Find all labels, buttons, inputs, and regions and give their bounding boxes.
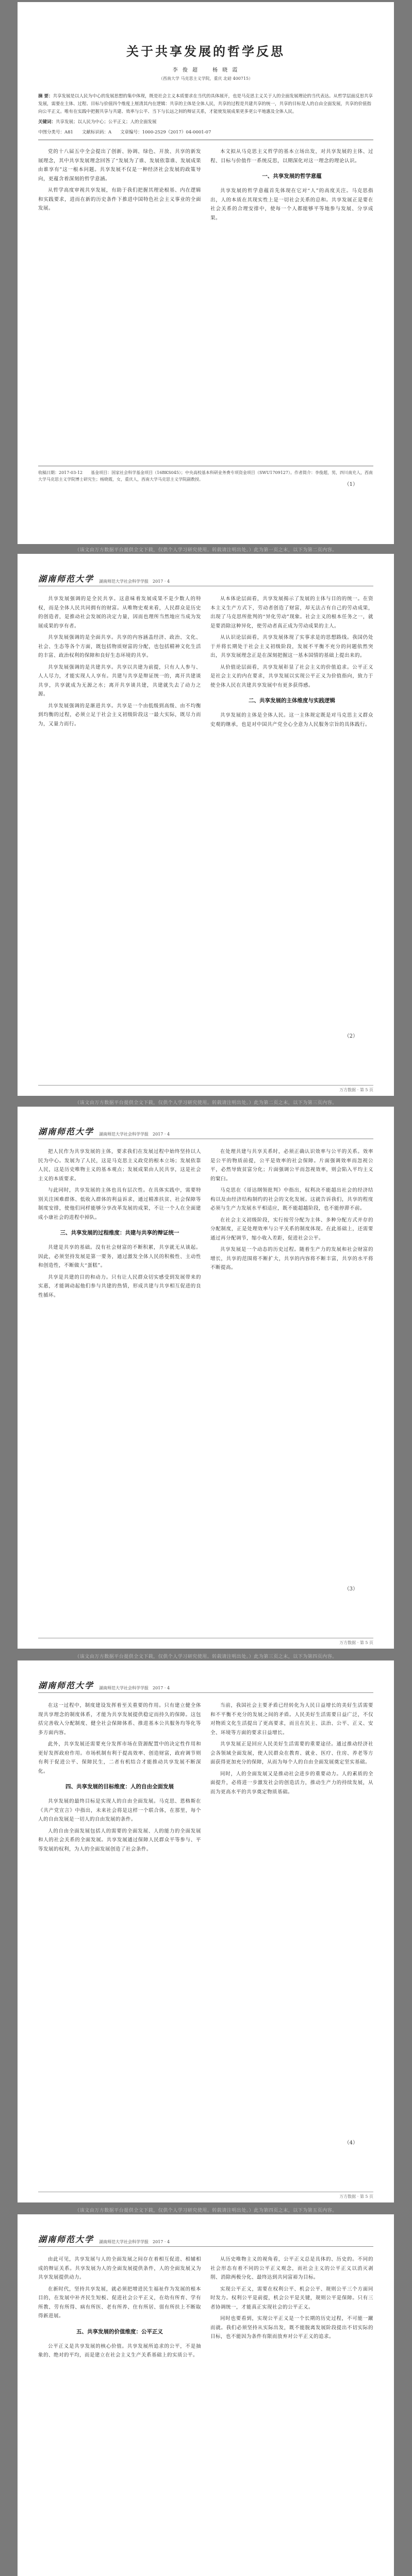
paragraph: 共享发展强调的是全民共享。这意味着发展成果不是少数人的特权，而是全体人民共同拥有的财富。从唯物史观来看，人民群众是历史的创造者，是推动社会发展的决定力量，因而也理所当然地应当成为发展成果的享有者。 (38, 596, 201, 629)
page-1 (18, 2, 394, 544)
paragraph: 共享发展强调的是渐进共享。共享是一个由低级到高级、由不均衡到均衡的过程，必须立足于社会主义初级阶段这一最大实际，既尽力而为，又量力而行。 (38, 703, 201, 727)
column-left (38, 595, 201, 732)
page-4 (18, 1660, 394, 2202)
paragraph: 本文拟从马克思主义哲学的基本立场出发，对共享发展的主体、过程、目标与价值作一系统反思，以期深化对这一理念的理论认识。 (210, 149, 373, 164)
abstract-label: 摘 要： (38, 94, 53, 99)
column-left (38, 2255, 201, 2363)
page-3 (18, 1107, 394, 1649)
article-affiliation: （西南大学 马克思主义学院，重庆 北碚 400715） (158, 76, 253, 81)
paragraph: 党的十八届五中全会提出了创新、协调、绿色、开放、共享的新发展理念，其中共享发展理念回答了“发展为了谁、发展依靠谁、发展成果由谁享有”这一根本问题。共享发展不仅是一种经济社会发展的政策导向，更蕴含着深刻的哲学意涵。 (38, 149, 201, 182)
body-columns (38, 147, 373, 225)
paragraph: 在处理共建与共享关系时，必须正确认识效率与公平的关系。效率是公平的物质前提，公平是效率的社会保障。片面强调效率而忽视公平，必然导致贫富分化；片面强调公平而忽视效率，则会陷入平均主义的窠臼。 (210, 1149, 373, 1182)
page-number: （2） (344, 1033, 358, 1039)
paragraph: 在新时代，坚持共享发展，就必须把增进民生福祉作为发展的根本目的，在发展中补齐民生短板、促进社会公平正义，在幼有所育、学有所教、劳有所得、病有所医、老有所养、住有所居、弱有所扶上不断取得新进展。 (38, 2286, 201, 2319)
keywords (38, 118, 373, 126)
page-separator: （该文由万方数据平台提供全文下载，仅供个人学习研究使用。转载请注明出处。）此为第三页之末，以下为第四页内容。 (75, 1654, 337, 1659)
paragraph: 此外，共享发展还需要充分发挥市场在资源配置中的决定性作用和更好发挥政府作用。市场机制有利于提高效率、创造财富，政府调节则有利于促进公平、保障民生，二者有机结合才能推动共享发展不断深化。 (38, 1741, 201, 1774)
paragraph: 在这一过程中，制度建设发挥着至关重要的作用。只有建立健全体现共享理念的制度体系，才能为共享发展提供稳定而持久的保障。这包括完善收入分配制度、健全社会保障体系、推进基本公共服务均等化等多方面内容。 (38, 1703, 201, 1736)
page-number: （3） (344, 1586, 358, 1592)
journal-issue-line: 湖南师范大学社会科学学报 2017 · 4 (99, 579, 170, 584)
paragraph: 马克思在《哥达纲领批判》中指出，权利决不能超出社会的经济结构以及由经济结构制约的社会的文化发展。这就告诉我们，共享的程度必须与生产力发展水平相适应，既不能超越阶段，也不能停滞不前。 (210, 1188, 373, 1211)
page-3-content (38, 1125, 373, 1634)
paragraph: 从历史唯物主义的视角看，公平正义总是具体的、历史的。不同的社会形态有着不同的公平正义观念，而社会主义的公平正义以消灭剥削、消除两极分化、最终达到共同富裕为目标。 (210, 2257, 373, 2280)
page-number: （4） (344, 2140, 358, 2146)
running-header (38, 1125, 373, 1139)
column-right (210, 147, 373, 225)
paragraph: 公平正义是共享发展的核心价值。共享发展所追求的公平，不是抽象的、绝对的平均，而是建立在社会主义生产关系基础上的实质公平。 (38, 2343, 201, 2358)
section-heading: 一、共享发展的哲学意蕴 (262, 173, 322, 179)
column-right (210, 595, 373, 732)
paragraph: 当前，我国社会主要矛盾已经转化为人民日益增长的美好生活需要和不平衡不充分的发展之间的矛盾。人民美好生活需要日益广泛，不仅对物质文化生活提出了更高要求，而且在民主、法治、公平、正义、安全、环境等方面的要求日益增长。 (210, 1703, 373, 1736)
section-heading: 二、共享发展的主体维度与实践逻辑 (249, 698, 335, 704)
body-columns (38, 2255, 373, 2363)
classification-line: 中图分类号：A81 文献标识码：A 文章编号：1000-2529（2017）04-0001-07 (38, 130, 211, 135)
page-4-content (38, 1679, 373, 2188)
section-heading: 四、共享发展的目标维度：人的自由全面发展 (65, 1784, 174, 1790)
running-header (38, 572, 373, 586)
column-right (210, 1701, 373, 1856)
running-header (38, 1679, 373, 1693)
column-right (210, 2255, 373, 2363)
section-heading: 三、共享发展的过程维度：共建与共享的辩证统一 (60, 1230, 179, 1236)
journal-masthead: 湖南师范大学 (38, 1681, 94, 1690)
paragraph: 把人民作为共享发展的主体，要求我们在发展过程中始终坚持以人民为中心。发展为了人民，这是马克思主义政党的根本立场；发展依靠人民，这是历史唯物主义的基本观点；发展成果由人民共享，这是社会主义的本质要求。 (38, 1149, 201, 1182)
footer-source: 万方数据 · 第 5 页 (339, 1640, 373, 1645)
journal-masthead: 湖南师范大学 (38, 574, 94, 584)
footer-divider (38, 1085, 373, 1086)
column-right (210, 1147, 373, 1302)
body-columns (38, 1147, 373, 1302)
paragraph: 从本体论层面看，共享发展揭示了发展的主体与目的的统一。在资本主义生产方式下，劳动者创造了财富，却无法占有自己的劳动成果，出现了马克思所批判的“异化劳动”现象。社会主义的根本任务之一，就是要消除这种异化，使劳动者真正成为劳动成果的主人。 (210, 596, 373, 629)
page-5 (18, 2214, 394, 2576)
page-2-content (38, 572, 373, 1081)
paragraph: 与此同时，共享发展的主体也具有层次性。在具体实践中，需要特别关注困难群体、低收入群体的利益诉求，通过精准扶贫、社会保障等制度安排，使他们同样能够分享改革发展的成果，不让一个人在全面建成小康社会的进程中掉队。 (38, 1188, 201, 1221)
journal-masthead: 湖南师范大学 (38, 2234, 94, 2244)
journal-issue-line: 湖南师范大学社会科学学报 2017 · 4 (99, 2240, 170, 2244)
paragraph: 共享发展正是回应人民美好生活需要的重要途径。通过推动经济社会各领域全面发展，使人民群众在教育、就业、医疗、住房、养老等方面获得更加充分的保障，从而为每个人的自由全面发展奠定坚实基础。 (210, 1741, 373, 1765)
paragraph: 共享发展是一个动态的历史过程。随着生产力的发展和社会财富的增长，共享的范围将不断扩大，共享的内容将不断丰富，共享的水平将不断提高。 (210, 1247, 373, 1270)
paragraph: 同时也要看到，实现公平正义是一个长期的历史过程，不可能一蹴而就。我们必须坚持从实际出发，既不能脱离发展阶段提出不切实际的目标，也不能因为条件有限而放弃对公平正义的追求。 (210, 2316, 373, 2340)
paragraph: 共享发展强调的是共建共享。共享以共建为前提，只有人人参与、人人尽力，才能实现人人享有。共建与共享是辩证统一的，离开共建谈共享，共享就成为无源之水；离开共享谈共建，共建就失去了动力之源。 (38, 664, 201, 697)
article-title: 关于共享发展的哲学反思 (126, 44, 285, 59)
paragraph: 从价值论层面看，共享发展彰显了社会主义的价值追求。公平正义是社会主义的内在要求，共享发展以实现公平正义为价值指向，致力于使全体人民在共建共享发展中有更多获得感。 (210, 664, 373, 688)
page-separator: （该文由万方数据平台提供全文下载，仅供个人学习研究使用。转载请注明出处。）此为第一页之末，以下为第二页内容。 (75, 548, 337, 553)
column-left (38, 1147, 201, 1302)
paragraph: 共享发展的最终目标是实现人的自由全面发展。马克思、恩格斯在《共产党宣言》中指出，未来社会将是这样一个联合体，在那里，每个人的自由发展是一切人的自由发展的条件。 (38, 1799, 201, 1822)
body-columns (38, 595, 373, 732)
paragraph: 共享是共建的目的和动力。只有让人民群众切实感受到发展带来的实惠，才能调动起他们参与共建的热情，形成共建与共享相互促进的良性循环。 (38, 1274, 201, 1298)
paragraph: 同时，人的全面发展又是推动社会进步的重要动力。人的素质的全面提升，必将进一步激发社会的创造活力，推动生产力的持续发展，从而为更高水平的共享奠定物质基础。 (210, 1771, 373, 1795)
column-left (38, 1701, 201, 1856)
body-columns (38, 1701, 373, 1856)
abstract (38, 93, 373, 116)
journal-masthead: 湖南师范大学 (38, 1127, 94, 1137)
keywords-label: 关键词： (38, 120, 56, 125)
funding-footnote: 收稿日期：2017-03-12 基金项目：国家社会科学基金项目（16BKS045）；中央高校基本科研业务费专项资金项目（SWU1709127）。作者简介：李俊超，男，四川南充人，西南大学马克思主义学院博士研究生；杨晓霞，女，重庆人，西南大学马克思主义学院副教授。 (38, 466, 373, 483)
column-left (38, 147, 201, 225)
paragraph: 在社会主义初级阶段，实行按劳分配为主体、多种分配方式并存的分配制度，正是处理效率与公平关系的制度体现。在此基础上，还需要通过再分配调节，缩小收入差距，促进社会公平。 (210, 1217, 373, 1241)
page-5-content (38, 2233, 373, 2576)
page-separator: （该文由万方数据平台提供全文下载，仅供个人学习研究使用。转载请注明出处。）此为第二页之末，以下为第三页内容。 (75, 1100, 337, 1106)
abstract-text: 共享发展是以人民为中心的发展思想的集中体现，既是社会主义本质要求在当代的具体展开，也是马克思主义关于人的全面发展理论的当代表达。从哲学层面反思共享发展，需要在主体、过程、目标与价值四个维度上厘清其内在逻辑：共享的主体是全体人民，共享的过程是共建共享的统一，共享的目标是人的自由全面发展，共享的价值指向公平正义。唯有在实践中把握共享与共建、效率与公平、当下与长远之间的辩证关系，才能使发展成果更多更公平地惠及全体人民。 (38, 94, 373, 114)
paragraph: 共建是共享的基础。没有社会财富的不断积累，共享就无从谈起。因此，必须坚持发展是第一要务，通过激发全体人民的积极性、主动性和创造性，不断做大“蛋糕”。 (38, 1245, 201, 1268)
paragraph: 从哲学高度审视共享发展，有助于我们把握其理论根基、内在逻辑和实践要求，进而在新的历史条件下推进中国特色社会主义事业的全面发展。 (38, 188, 201, 211)
paragraph: 人的自由全面发展包括人的需要的全面发展、人的能力的全面发展和人的社会关系的全面发展。共享发展通过保障人民群众平等参与、平等发展的权利，为人的全面发展创造了社会条件。 (38, 1828, 201, 1852)
footer-source: 万方数据 · 第 5 页 (339, 2194, 373, 2199)
paragraph: 由此可见，共享发展与人的全面发展之间存在着相互促进、相辅相成的辩证关系。共享发展为人的全面发展提供条件，人的全面发展又为共享发展提供动力。 (38, 2257, 201, 2280)
page-1-content (38, 21, 373, 530)
keywords-text: 共享发展；以人民为中心；公平正义；人的全面发展 (56, 120, 157, 125)
paragraph: 共享发展的哲学意蕴首先体现在它对“人”的高度关注。马克思指出，人的本质在其现实性上是一切社会关系的总和。共享发展正是要在社会关系的合理安排中，使每一个人都能够平等地参与发展、分享成果。 (210, 188, 373, 221)
paragraph: 共享发展强调的是全面共享。共享的内容涵盖经济、政治、文化、社会、生态等各个方面，既包括物质财富的分配，也包括精神文化生活的丰富、政治权利的保障和良好生态环境的共享。 (38, 635, 201, 658)
page-separator: （该文由万方数据平台提供全文下载，仅供个人学习研究使用。转载请注明出处。）此为第四页之末，以下为第五页内容。 (75, 2208, 337, 2213)
paragraph: 实现公平正义，需要在权利公平、机会公平、规则公平三个方面同时发力。权利公平是前提，机会公平是关键，规则公平是保障。只有三者协调统一，才能真正实现社会的公平正义。 (210, 2286, 373, 2310)
footer-source: 万方数据 · 第 5 页 (339, 1088, 373, 1092)
article-authors: 李 俊 超 杨 晓 霞 (172, 67, 239, 73)
page-2 (18, 554, 394, 1096)
running-header (38, 2233, 373, 2247)
paragraph: 从认识论层面看，共享发展体现了实事求是的思想路线。我国仍处于并将长期处于社会主义初级阶段，发展不平衡不充分的问题依然突出，共享发展理念正是在深刻把握这一基本国情的基础上提出来的。 (210, 635, 373, 658)
paragraph: 共享发展的主体是全体人民。这一主体规定既是对马克思主义群众史观的继承，也是对中国共产党全心全意为人民服务宗旨的具体践行。 (210, 713, 373, 727)
journal-issue-line: 湖南师范大学社会科学学报 2017 · 4 (99, 1132, 170, 1137)
page-number: （1） (344, 482, 358, 487)
journal-issue-line: 湖南师范大学社会科学学报 2017 · 4 (99, 1686, 170, 1690)
section-heading: 五、共享发展的价值维度：公平正义 (76, 2328, 163, 2335)
